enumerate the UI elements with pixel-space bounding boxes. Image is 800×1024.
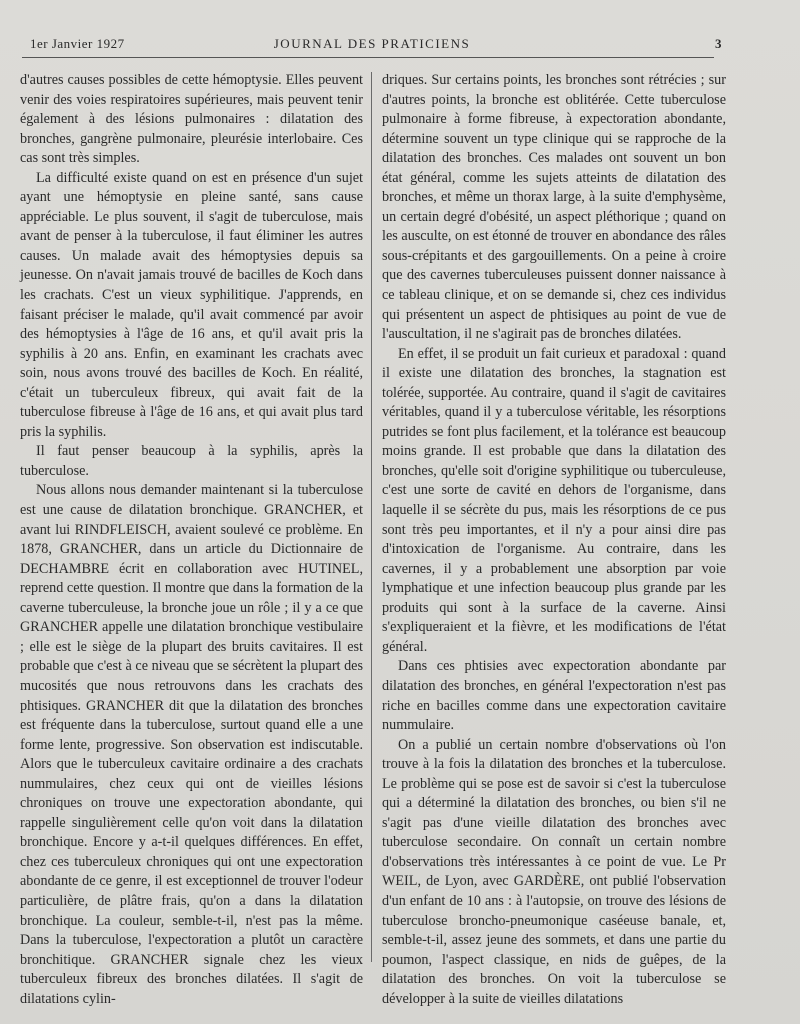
- right-column: [382, 71, 726, 1009]
- paragraph: On a publié un certain nombre d'observations où l'on trouve à la fois la dilatation des bronches et la tuberculose. Le problème qui se pose est de savoir si c'est la tuberculose qui a déterminé la dilatation des bronches, ou bien s'il ne s'agit pas d'une vieille dilatation des bronches avec tuberculose secondaire. On connaît un certain nombre d'observations très intéressantes à ce point de vue. Le Pr WEIL, de Lyon, avec GARDÈRE, ont publié l'observation d'un enfant de 10 ans : à l'autopsie, on trouve des lésions de tuberculose broncho-pneumonique caséeuse banale, et, semble-t-il, assez jeune des sommets, et dans une partie du poumon, l'aspect classique, en nids de guêpes, de la dilatation des bronches. On voit la tuberculose se développer à la suite de vieilles dilatations: [382, 736, 726, 1007]
- column-divider: [371, 72, 372, 962]
- page-number: 3: [715, 36, 722, 51]
- paragraph: En effet, il se produit un fait curieux et paradoxal : quand il existe une dilatation des bronches, la stagnation est tolérée, supportée. Au contraire, quand il s'agit de cavitaires véritables, quand il y a tuberculose véritable, les résorptions putrides se font plus facilement, et la tolérance est beaucoup moins grande. Il est probable que dans la dilatation des bronches, qu'elle soit d'origine syphilitique ou tuberculeuse, c'est une sorte de cavité en dehors de l'organisme, dans laquelle il se sécrète du pus, mais les résorptions de ce pus sont très peu importantes, et il n'y a pour ainsi dire pas d'intoxication de l'organisme. Au contraire, dans les cavernes, il y a probablement une absorption par voie lymphatique et une infection beaucoup plus grande par les produits qui sont à la surface de la caverne. Ainsi s'expliqueraient et la fièvre, et les modifications de l'état général.: [382, 345, 726, 655]
- paragraph: driques. Sur certains points, les bronches sont rétrécies ; sur d'autres points, la bronche est oblitérée. Cette tuberculose pulmonaire à forme fibreuse, à expectoration abondante, détermine souvent un type clinique qui se rapproche de la dilatation des bronches. Ces malades ont souvent un bon état général, comme les sujets atteints de dilatation des bronches, et même un thorax large, à la suite d'emphysème, un certain degré d'obésité, un aspect pléthorique ; quand on les ausculte, on est étonné de trouver en abondance des râles sous-crépitants et des gargouillements. On a peine à croire que des cavernes tuberculeuses puissent donner naissance à ce tableau clinique, et on se demande si, chez ces individus qui présentent un aspect de phtisiques au point de vue de l'auscultation, il ne s'agirait pas de bronches dilatées.: [382, 72, 726, 343]
- paragraph: Dans ces phtisies avec expectoration abondante par dilatation des bronches, en général l'expectoration n'est pas riche en bacilles comme dans une expectoration cavitaire nummulaire.: [382, 658, 726, 734]
- header-rule: [22, 57, 714, 58]
- paragraph: Il faut penser beaucoup à la syphilis, après la tuberculose.: [20, 443, 363, 479]
- left-column: [20, 71, 363, 1009]
- page-header: [30, 36, 722, 56]
- paragraph: d'autres causes possibles de cette hémoptysie. Elles peuvent venir des voies respiratoires supérieures, mais peuvent tenir également à des lésions pulmonaires : dilatation des bronches, gangrène pulmonaire, pleurésie interlobaire. Ces cas sont très simples.: [20, 72, 363, 167]
- journal-title: JOURNAL DES PRATICIENS: [273, 36, 471, 51]
- paragraph: Nous allons nous demander maintenant si la tuberculose est une cause de dilatation bronchique. GRANCHER, et avant lui RINDFLEISCH, avaient soulevé ce problème. En 1878, GRANCHER, dans un article du Dictionnaire de DECHAMBRE écrit en collaboration avec HUTINEL, reprend cette question. Il montre que dans la formation de la caverne tuberculeuse, la bronche joue un rôle ; il y a ce que GRANCHER appelle une dilatation bronchique vestibulaire ; elle est le siège de la plupart des bruits cavitaires. Il est probable que c'est à ce niveau que se sécrètent la plupart des mucosités que nous retrouvons dans les crachats des phtisiques. GRANCHER dit que la dilatation des bronches est fréquente dans la tuberculose, surtout quand elle a une forme lente, progressive. Son observation est indiscutable. Alors que le tuberculeux cavitaire ordinaire a des crachats nummulaires, chez ceux qui ont de vieilles lésions chroniques on trouve une expectoration abondante, qui rappelle singulièrement celle qu'on voit dans la dilatation bronchique. Encore y a-t-il quelques différences. En effet, chez ces tuberculeux chroniques qui ont une expectoration abondante de ce genre, il est exceptionnel de trouver l'odeur particulière, de plâtre frais, qu'on a dans la dilatation bronchique. La couleur, semble-t-il, n'est pas la même. Dans la tuberculose, l'expectoration a plutôt un caractère bronchitique. GRANCHER signale chez les vieux tuberculeux fibreux des bronches dilatées. Il s'agit de dilatations cylin-: [20, 482, 363, 1007]
- paragraph: La difficulté existe quand on est en présence d'un sujet ayant une hémoptysie en pleine santé, sans cause appréciable. Le plus souvent, il s'agit de tuberculose, mais avant de penser à la tuberculose, il faut éliminer les autres causes. Un malade avait des hémoptysies depuis sa jeunesse. On n'avait jamais trouvé de bacilles de Koch dans les crachats. C'est un vieux syphilitique. J'apprends, en faisant préciser le malade, qu'il avait commencé par avoir des hémoptysies à l'âge de 16 ans, et qu'il avait pris la syphilis à 20 ans. Enfin, en examinant les crachats avec soin, nous avons trouvé des bacilles de Koch. En réalité, c'était un tuberculeux fibreux, qui avait fait de la tuberculose fibreuse à l'âge de 16 ans, et qui avait plus tard pris la syphilis.: [20, 169, 363, 440]
- issue-date: 1er Janvier 1927: [30, 36, 125, 51]
